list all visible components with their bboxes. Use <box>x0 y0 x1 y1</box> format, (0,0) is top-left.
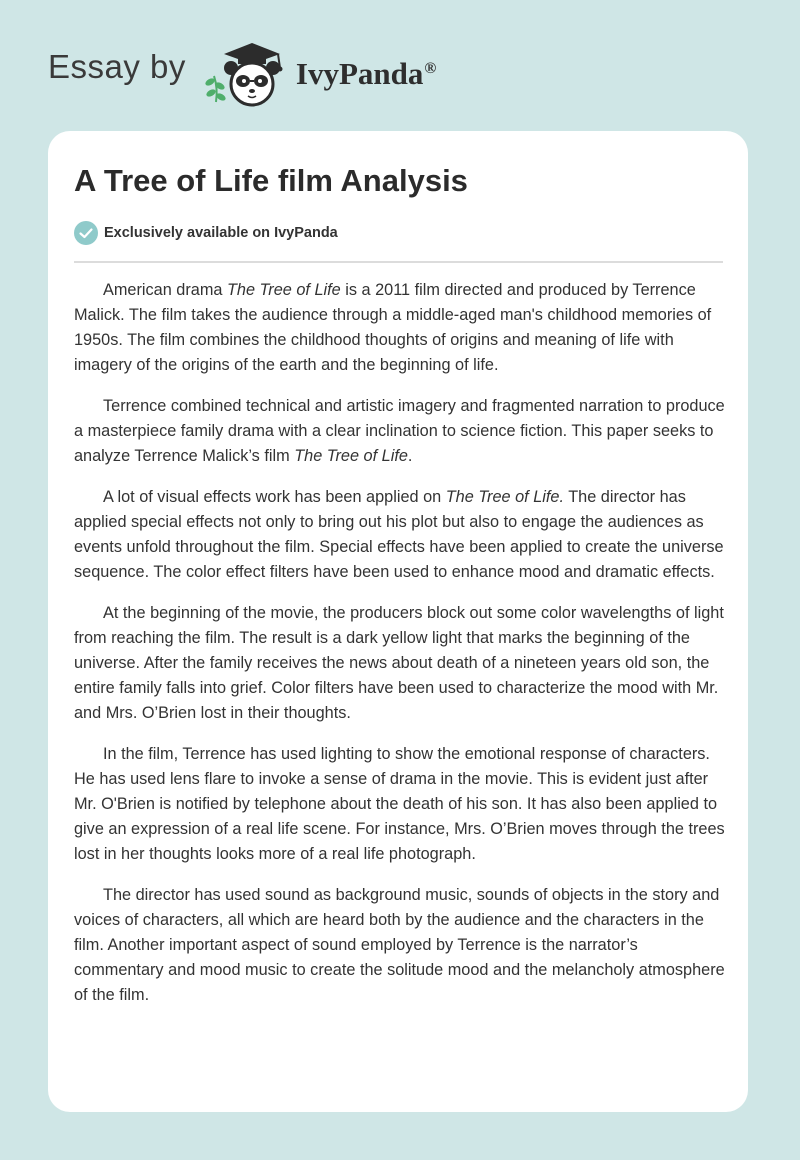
essay-body <box>74 278 726 1024</box>
paragraph-5: In the film, Terrence has used lighting to show the emotional response of characters. He has used lens flare to invoke a sense of drama in the movie. This is evident just after Mr. O'Brien is notified by telephone about the death of his son. It has also been applied to give an expression of a real life scene. For instance, Mrs. O’Brien moves through the trees lost in her thoughts looks more of a real life photograph. <box>74 745 725 863</box>
exclusive-badge <box>74 221 338 245</box>
essay-card <box>48 131 748 1112</box>
paragraph-3: A lot of visual effects work has been applied on The Tree of Life. The director has applied special effects not only to bring out his plot but also to engage the audiences as events unfold throughout the film. Special effects have been applied to create the universe sequence. The color effect filters have been used to enhance mood and dramatic effects. <box>74 488 724 581</box>
site-header <box>48 36 436 108</box>
paragraph-2: Terrence combined technical and artistic imagery and fragmented narration to produce a masterpiece family drama with a clear inclination to science fiction. This paper seeks to analyze Terrence Malick’s film The Tree of Life. <box>74 397 725 465</box>
brand-name[interactable]: IvyPanda® <box>295 56 437 91</box>
divider <box>74 261 723 263</box>
paragraph-6: The director has used sound as background music, sounds of objects in the story and voices of characters, all which are heard both by the audience and the characters in the film. Another important aspect of sound employed by Terrence is the narrator’s commentary and mood music to create the solitude mood and the melancholy atmosphere of the film. <box>74 886 725 1004</box>
badge-label: Exclusively available on IvyPanda <box>104 225 338 241</box>
brand-prefix: Essay by <box>48 48 186 85</box>
registered-mark: ® <box>424 59 437 77</box>
paragraph-1: American drama The Tree of Life is a 2011 film directed and produced by Terrence Malick. The film takes the audience through a middle-aged man's childhood memories of 1950s. The film combines the childhood thoughts of origins and meaning of life with imagery of the origins of the earth and the beginning of life. <box>74 281 712 374</box>
check-circle-icon <box>74 221 98 245</box>
page-title: A Tree of Life film Analysis <box>74 163 468 198</box>
panda-graduate-logo-icon[interactable] <box>200 36 292 108</box>
paragraph-4: At the beginning of the movie, the producers block out some color wavelengths of light from reaching the film. The result is a dark yellow light that marks the beginning of the universe. After the family receives the news about death of a nineteen years old son, the entire family falls into grief. Color filters have been used to characterize the mood with Mr. and Mrs. O’Brien lost in their thoughts. <box>74 604 724 722</box>
